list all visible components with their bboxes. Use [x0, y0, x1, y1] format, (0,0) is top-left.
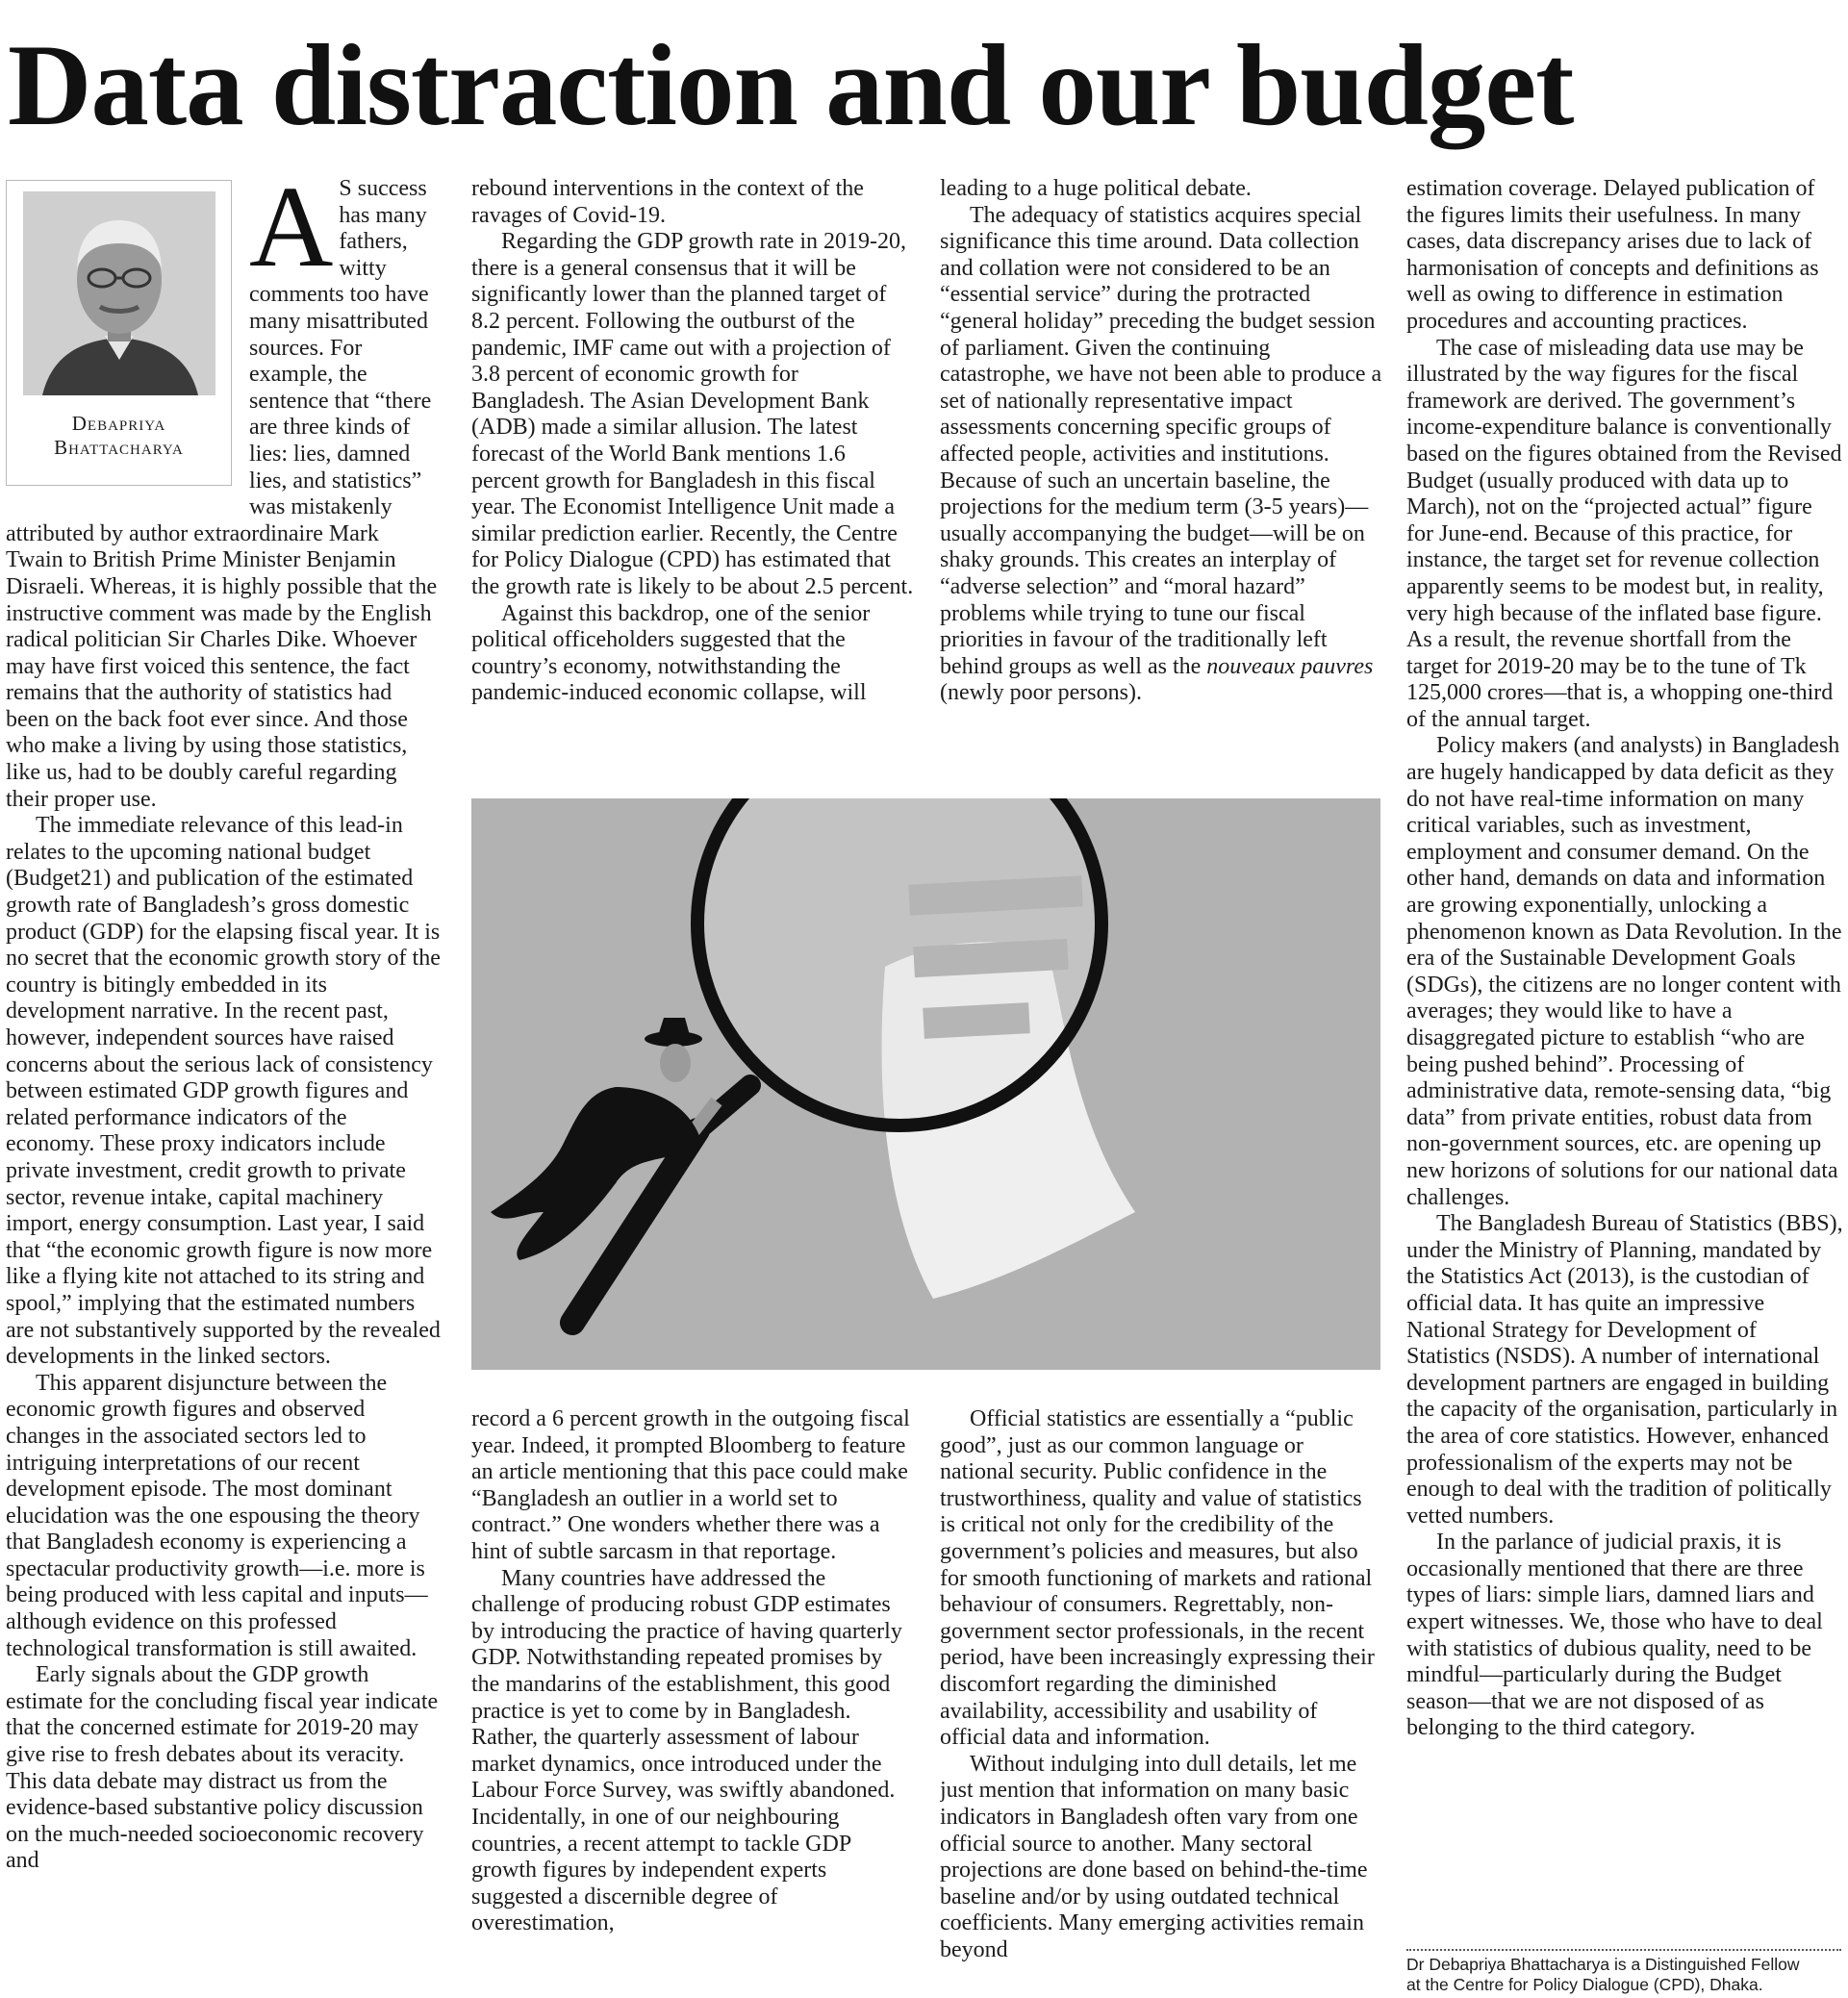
- paragraph: rebound interventions in the context of the ravages of Covid-19.: [471, 176, 864, 228]
- paragraph: The Bangladesh Bureau of Statistics (BBS), under the Ministry of Planning, mandated by the Statistics Act (2013), is the custodian of official data. It has quite an impressive National Strategy for Development of Statistics (NSDS). A number of international development partners are engaged in building the capacity of the organisation, particularly in the area of core statistics. However, enhanced professionalism of the experts may not be enough to deal with the tradition of politically vetted numbers.: [1406, 1211, 1843, 1529]
- author-first-name: Debapriya: [71, 412, 166, 435]
- column-2-top: [471, 176, 914, 765]
- footer-divider: [1406, 1949, 1841, 1951]
- author-note: [1406, 1955, 1844, 1995]
- paragraph: Without indulging into dull details, let me just mention that information on many basic indicators in Bangladesh often vary from one official source to another. Many sectoral projections are done based on behind-the-time baseline and/or by using outdated technical coefficients. Many emerging activities remain beyond: [940, 1751, 1368, 1962]
- magnifying-glass-illustration: [471, 798, 1380, 1370]
- illustration: [471, 798, 1380, 1370]
- paragraph: The case of misleading data use may be illustrated by the way figures for the fiscal framework are derived. The government’s income-expenditure balance is conventionally based on the figures obtained from the Revised Budget (usually produced with data up to March), not on the “projected actual” figure for June-end. Because of this practice, for instance, the target set for revenue collection apparently seems to be modest but, in reality, very high because of the inflated base figure. As a result, the revenue shortfall from the target for 2019-20 may be to the tune of Tk 125,000 crores—that is, a whopping one-third of the annual target.: [1406, 335, 1842, 732]
- author-last-name: Bhattacharya: [54, 436, 184, 459]
- paragraph: S success has many fathers, witty comments too have many misattributed sources. For example, the sentence that “there are three kinds of lies: lies, damned lies, and statistics” was mistakenly attributed by author extraordinaire Mark Twain to British Prime Minister Benjamin Disraeli. Whereas, it is highly possible that the instructive comment was made by the English radical politician Sir Charles Dike. Whoever may have first voiced this sentence, the fact remains that the authority of statistics had been on the back foot ever since. And those who make a living by using those statistics, like us, had to be doubly careful regarding their proper use.: [6, 176, 438, 812]
- column-2-bottom: [471, 1406, 914, 1995]
- paragraph: Regarding the GDP growth rate in 2019-20, there is a general consensus that it will be significantly lower than the planned target of 8.2 percent. Following the outburst of the pandemic, IMF came out with a projection of 3.8 percent of economic growth for Bangladesh. The Asian Development Bank (ADB) made a similar allusion. The latest forecast of the World Bank mentions 1.6 percent growth for Bangladesh in this fiscal year. The Economist Intelligence Unit made a similar prediction earlier. Recently, the Centre for Policy Dialogue (CPD) has estimated that the growth rate is likely to be about 2.5 percent.: [471, 229, 914, 599]
- paragraph: record a 6 percent growth in the outgoing fiscal year. Indeed, it prompted Bloomberg to feature an article mentioning that this pace could make “Bangladesh an outlier in a world set to contract.” One wonders whether there was a hint of subtle sarcasm in that reportage.: [471, 1406, 910, 1564]
- headline: Data distraction and our budget: [8, 21, 1574, 150]
- author-photo: [23, 191, 215, 395]
- author-note-line-2: at the Centre for Policy Dialogue (CPD), Dhaka.: [1406, 1975, 1763, 1994]
- author-note-line-1: Dr Debapriya Bhattacharya is a Distinguished Fellow: [1406, 1955, 1800, 1974]
- column-4: [1406, 176, 1844, 1944]
- paragraph: Against this backdrop, one of the senior political officeholders suggested that the country’s economy, notwithstanding the pandemic-induced economic collapse, will: [471, 600, 871, 706]
- italic-phrase: nouveaux pauvres: [1206, 653, 1374, 679]
- paragraph: The immediate relevance of this lead-in relates to the upcoming national budget (Budget21) and publication of the estimated growth rate of Bangladesh’s gross domestic product (GDP) for the elapsing fiscal year. It is no secret that the economic growth story of the country is bitingly embedded in its development narrative. In the recent past, however, independent sources have raised concerns about the serious lack of consistency between estimated GDP growth figures and related performance indicators of the economy. These proxy indicators include private investment, credit growth to private sector, revenue intake, capital machinery import, energy consumption. Last year, I said that “the economic growth figure is now more like a flying kite not attached to its string and spool,” implying that the estimated numbers are not substantively supported by the revealed developments in the linked sectors.: [6, 813, 441, 1370]
- paragraph: The adequacy of statistics acquires special significance this time around. Data collection and collation were not considered to be an “essential service” during the protracted “general holiday” preceding the budget session of parliament. Given the continuing catastrophe, we have not been able to produce a set of nationally representative impact assessments concerning specific groups of affected people, activities and institutions. Because of such an uncertain baseline, the projections for the medium term (3-5 years)—usually accompanying the budget—will be on shaky grounds. This creates an interplay of “adverse selection” and “moral hazard” problems while trying to tune our fiscal priorities in favour of the traditionally left behind groups as well as the nouveaux pauvres (newly poor persons).: [940, 202, 1382, 706]
- paragraph: Many countries have addressed the challenge of producing robust GDP estimates by introducing the practice of having quarterly GDP. Notwithstanding repeated promises by the mandarins of the establishment, this good practice is yet to come by in Bangladesh. Rather, the quarterly assessment of labour market dynamics, once introduced under the Labour Force Survey, was swiftly abandoned. Incidentally, in one of our neighbouring countries, a recent attempt to tackle GDP growth figures by independent experts suggested a discernible degree of overestimation,: [471, 1565, 902, 1936]
- paragraph: In the parlance of judicial praxis, it is occasionally mentioned that there are three types of liars: simple liars, damned liars and expert witnesses. We, those who have to deal with statistics of dubious quality, need to be mindful—particularly during the Budget season—that we are not disposed of as belonging to the third category.: [1406, 1530, 1823, 1741]
- author-portrait-image: [23, 191, 215, 395]
- paragraph: leading to a huge political debate.: [940, 176, 1252, 201]
- paragraph: Official statistics are essentially a “public good”, just as our common language or national security. Public confidence in the trustworthiness, quality and value of statistics is critical not only for the credibility of the government’s policies and measures, but also for smooth functioning of markets and rational behaviour of consumers. Regrettably, non-government sector professionals, in the recent period, have been increasingly expressing their discomfort regarding the diminished availability, accessibility and usability of official data and information.: [940, 1406, 1375, 1751]
- author-byline: [7, 412, 231, 460]
- column-3-top: [940, 176, 1382, 765]
- drop-cap: A: [249, 176, 334, 291]
- author-box: [6, 180, 232, 486]
- paragraph: Early signals about the GDP growth estimate for the concluding fiscal year indicate that the concerned estimate for 2019-20 may give rise to fresh debates about its veracity. This data debate may distract us from the evidence-based substantive policy discussion on the much-needed socioeconomic recovery and: [6, 1662, 439, 1874]
- paragraph: estimation coverage. Delayed publication of the figures limits their usefulness. In many cases, data discrepancy arises due to lack of harmonisation of concepts and definitions as well as owing to difference in estimation procedures and accounting practices.: [1406, 176, 1819, 334]
- column-3-bottom: [940, 1406, 1382, 1995]
- column-1: [6, 176, 441, 1994]
- paragraph: This apparent disjuncture between the economic growth figures and observed changes in the associated sectors led to intriguing interpretations of our recent development episode. The most dominant elucidation was the one espousing the theory that Bangladesh economy is experiencing a spectacular productivity growth—i.e. more is being produced with less capital and inputs—although evidence on this professed technological transformation is still awaited.: [6, 1370, 428, 1661]
- paragraph: Policy makers (and analysts) in Bangladesh are hugely handicapped by data deficit as they do not have real-time information on many critical variables, such as investment, employment and consumer demand. On the other hand, demands on data and information are growing exponentially, unlocking a phenomenon known as Data Revolution. In the era of the Sustainable Development Goals (SDGs), the citizens are no longer content with averages; they would like to have a disaggregated picture to establish “who are being pushed behind”. Processing of administrative data, remote-sensing data, “big data” from private entities, robust data from non-government sources, etc. are opening up new horizons of solutions for our national data challenges.: [1406, 733, 1842, 1210]
